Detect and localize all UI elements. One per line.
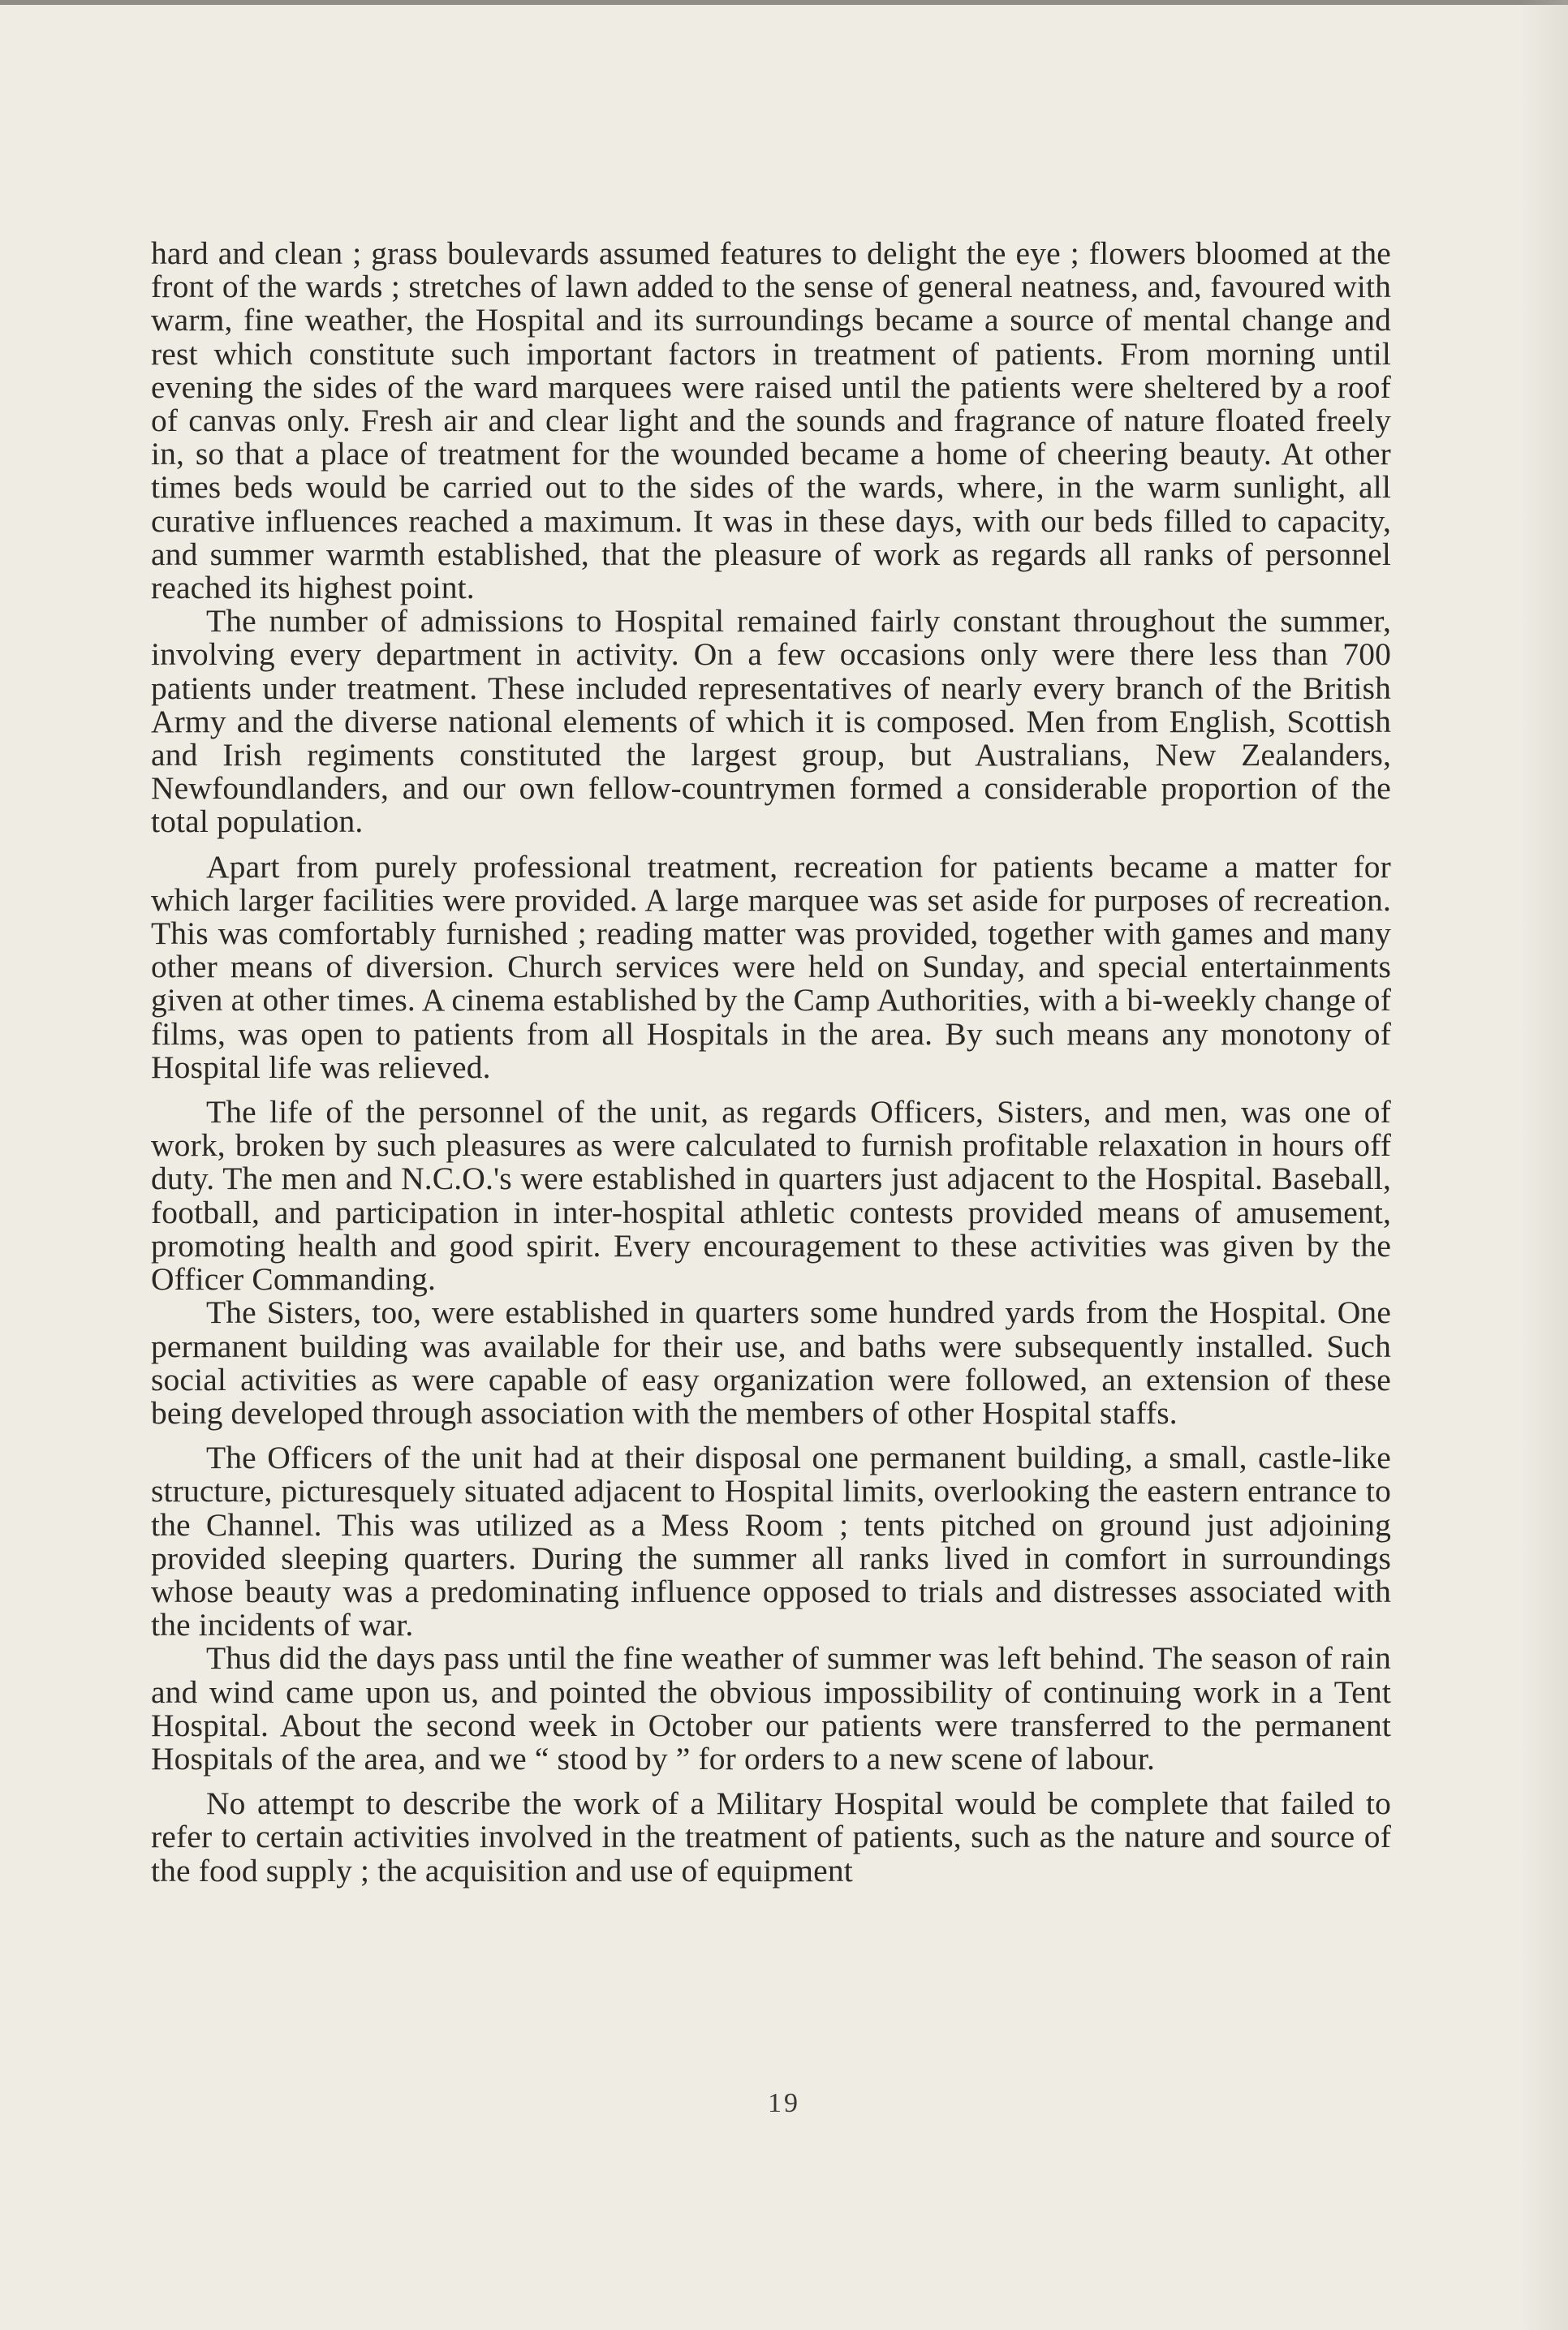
paragraph-admissions: The number of admissions to Hospital remained fairly constant throughout the summer, involving every department in activity. On a few occasions only were there less than 700 patients under treatment. These included representatives of nearly every branch of the British Army and the diverse national elements of which it is composed. Men from English, Scottish and Irish regiments constituted the largest group, but Australians, New Zealanders, Newfoundlanders, and our own fellow-countrymen formed a considerable proportion of the total population. — [151, 603, 1391, 840]
page-number: 19 — [768, 2088, 800, 2118]
paragraph-personnel: The life of the personnel of the unit, as regards Officers, Sisters, and men, was one of work, broken by such pleasures as were calculated to furnish profitable relaxation in hours off duty. The men and N.C.O.'s were established in quarters just adjacent to the Hospital. Baseball, football, and participation in inter-hospital athletic contests provided means of amusement, promoting health and good spirit. Every encouragement to these activities was given by the Officer Commanding. — [151, 1094, 1391, 1298]
paragraph-officers: The Officers of the unit had at their disposal one permanent building, a small, castle-like structure, picturesquely situated adjacent to Hospital limits, overlooking the eastern entrance to the Channel. This was utilized as a Mess Room ; tents pitched on ground just adjoining provided sleeping quarters. During the summer all ranks lived in comfort in surroundings whose beauty was a predominating influence opposed to trials and distresses associated with the incidents of war. — [151, 1440, 1391, 1643]
paragraph-autumn: Thus did the days pass until the fine weather of summer was left behind. The season of rain and wind came upon us, and pointed the obvious impossibility of continuing work in a Tent Hospital. About the second week in October our patients were transferred to the permanent Hospitals of the area, and we “ stood by ” for orders to a new scene of labour. — [151, 1640, 1391, 1777]
body-text — [151, 237, 1391, 1888]
paragraph-continuation: hard and clean ; grass boulevards assumed features to delight the eye ; flowers bloomed at the front of the wards ; stretches of lawn added to the sense of general neatness, and, favoured with warm, fine weather, the Hospital and its surroundings became a source of mental change and rest which constitute such important factors in treatment of patients. From morning until evening the sides of the ward marquees were raised until the patients were sheltered by a roof of canvas only. Fresh air and clear light and the sounds and fragrance of nature floated freely in, so that a place of treatment for the wounded became a home of cheering beauty. At other times beds would be carried out to the sides of the wards, where, in the warm sunlight, all curative influences reached a maximum. It was in these days, with our beds filled to capacity, and summer warmth established, that the pleasure of work as regards all ranks of personnel reached its highest point. — [151, 235, 1391, 606]
page-gutter-shade — [1519, 0, 1568, 2330]
page-top-edge — [0, 0, 1568, 5]
paragraph-sisters: The Sisters, too, were established in quarters some hundred yards from the Hospital. One permanent building was available for their use, and baths were subsequently installed. Such social activities as were capable of easy organization were followed, an extension of these being developed through association with the members of other Hospital staffs. — [151, 1294, 1391, 1431]
paragraph-recreation: Apart from purely professional treatment, recreation for patients became a matter for which larger facilities were provided. A large marquee was set aside for purposes of recreation. This was comfortably furnished ; reading matter was provided, together with games and many other means of diversion. Church services were held on Sunday, and special entertainments given at other times. A cinema established by the Camp Authorities, with a bi-weekly change of films, was open to patients from all Hospitals in the area. By such means any monotony of Hospital life was relieved. — [151, 848, 1391, 1085]
paragraph-food-supply: No attempt to describe the work of a Military Hospital would be complete that failed to refer to certain activities involved in the treatment of patients, such as the nature and source of the food supply ; the acquisition and use of equipment — [151, 1785, 1391, 1889]
